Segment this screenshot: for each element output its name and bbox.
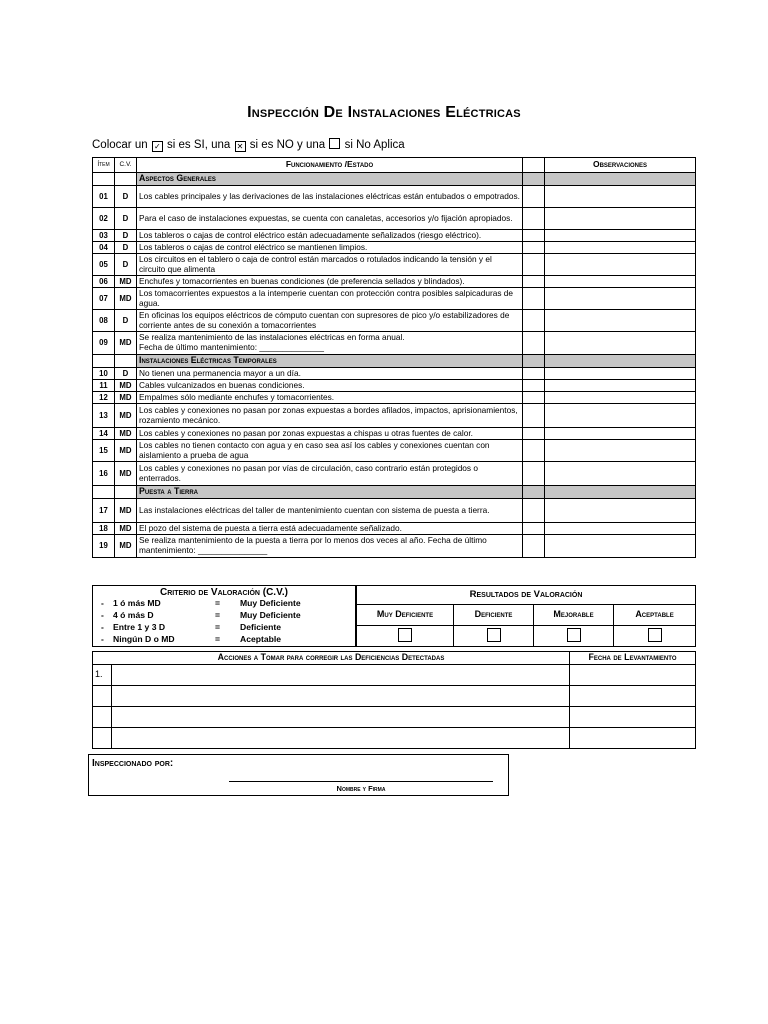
item-check-cell[interactable]: [523, 523, 545, 535]
criterio-value: Aceptable: [240, 634, 282, 644]
item-check-cell[interactable]: [523, 276, 545, 288]
section-title: Puesta a Tierra: [137, 486, 523, 499]
item-description: Cables vulcanizados en buenas condiciones.: [137, 380, 523, 392]
table-row: [93, 440, 696, 462]
item-check-cell[interactable]: [523, 428, 545, 440]
item-description: No tienen una permanencia mayor a un día.: [137, 368, 523, 380]
fecha-row-field[interactable]: [570, 665, 696, 686]
inspeccionado-box: [88, 754, 509, 796]
item-number: 16: [93, 462, 115, 486]
table-row: [93, 462, 696, 486]
item-check-cell[interactable]: [523, 310, 545, 332]
item-description: Los cables no tienen contacto con agua y en caso sea así los cables y conexiones cuentan con aislamiento a prueba de agua: [137, 440, 523, 462]
section-title-fill: [523, 486, 545, 499]
criterio-value: Muy Deficiente: [240, 610, 301, 620]
table-row: [93, 288, 696, 310]
item-description: Los cables y conexiones no pasan por vías de circulación, caso contrario están protegidos o enterrados.: [137, 462, 523, 486]
instructions-part2: si es SI, una: [167, 139, 231, 151]
section-row: [93, 173, 696, 186]
item-check-cell[interactable]: [523, 208, 545, 230]
item-observaciones-cell[interactable]: [545, 499, 696, 523]
item-number: 10: [93, 368, 115, 380]
criterio-row: [93, 622, 355, 634]
item-cv: D: [115, 254, 137, 276]
item-cv: MD: [115, 276, 137, 288]
fecha-row-field[interactable]: [570, 707, 696, 728]
section-title-fill: [545, 486, 696, 499]
resultados-valoracion: [356, 585, 696, 647]
item-observaciones-cell[interactable]: [545, 392, 696, 404]
resultado-deficiente-label: Deficiente: [454, 605, 534, 626]
item-observaciones-cell[interactable]: [545, 462, 696, 486]
item-description: Los tableros o cajas de control eléctrico están adecuadamente señalizados (riesgo eléctrico).: [137, 230, 523, 242]
acciones-row: [93, 728, 696, 749]
fecha-row-field[interactable]: [570, 728, 696, 749]
table-row: [93, 254, 696, 276]
item-description: Los circuitos en el tablero o caja de control están marcados o rotulados indicando la tensión y el circuito que alimenta: [137, 254, 523, 276]
item-check-cell[interactable]: [523, 392, 545, 404]
instructions-part1: Colocar un: [92, 139, 148, 151]
instructions-part4: si No Aplica: [344, 139, 405, 151]
item-check-cell[interactable]: [523, 242, 545, 254]
acciones-row-field[interactable]: [112, 707, 570, 728]
mejorable-checkbox[interactable]: [567, 628, 581, 642]
table-row: [93, 404, 696, 428]
item-cv: MD: [115, 380, 137, 392]
header-cv: C.V.: [115, 158, 137, 173]
item-observaciones-cell[interactable]: [545, 380, 696, 392]
item-cv: D: [115, 368, 137, 380]
table-row: [93, 380, 696, 392]
table-row: [93, 276, 696, 288]
table-row: [93, 332, 696, 355]
item-observaciones-cell[interactable]: [545, 332, 696, 355]
criterio-valoracion: [92, 585, 356, 647]
acciones-table: [92, 651, 696, 749]
nombre-firma-label: Nombre y Firma: [336, 784, 386, 793]
acciones-row: [93, 707, 696, 728]
item-description: Para el caso de instalaciones expuestas, se cuenta con canaletas, accesorios y/o fijación apropiados.: [137, 208, 523, 230]
acciones-row-number: [93, 728, 112, 749]
criterio-equals: =: [215, 610, 221, 620]
deficiente-checkbox[interactable]: [487, 628, 501, 642]
item-cv: MD: [115, 499, 137, 523]
item-description: Los cables principales y las derivaciones de las instalaciones eléctricas están entubados o empotrados.: [137, 186, 523, 208]
item-description: Se realiza mantenimiento de las instalaciones eléctricas en forma anual. Fecha de último mantenimiento: ______________: [137, 332, 523, 355]
acciones-row-number: [93, 707, 112, 728]
item-cv: D: [115, 230, 137, 242]
resultado-mejorable-cell: [534, 626, 614, 647]
fecha-levantamiento-header: Fecha de Levantamiento: [570, 652, 696, 665]
item-description: Enchufes y tomacorrientes en buenas condiciones (de preferencia sellados y blindados).: [137, 276, 523, 288]
item-cv: D: [115, 208, 137, 230]
item-observaciones-cell[interactable]: [545, 288, 696, 310]
check-no-icon: ✕: [235, 141, 246, 152]
acciones-row-number: 1.: [93, 665, 112, 686]
section-blank: [115, 355, 137, 368]
item-cv: MD: [115, 535, 137, 558]
page-title: Inspección De Instalaciones Eléctricas: [247, 104, 521, 121]
table-row: [93, 230, 696, 242]
criterio-dash: -: [101, 598, 104, 608]
criterio-row: [93, 634, 355, 646]
item-description: Los cables y conexiones no pasan por zonas expuestas a bordes afilados, impactos, aprisionamientos, rozamiento mecánico.: [137, 404, 523, 428]
table-row: [93, 535, 696, 558]
section-title-fill: [523, 355, 545, 368]
item-cv: MD: [115, 404, 137, 428]
section-blank: [93, 486, 115, 499]
criterio-row: [93, 610, 355, 622]
table-row: [93, 392, 696, 404]
acciones-row: [93, 665, 696, 686]
resultado-aceptable-label: Aceptable: [614, 605, 696, 626]
section-title-fill: [545, 173, 696, 186]
resultado-muy-deficiente-cell: [357, 626, 454, 647]
item-cv: MD: [115, 440, 137, 462]
criterio-title: Criterio de Valoración (C.V.): [160, 587, 288, 598]
item-number: 17: [93, 499, 115, 523]
item-check-cell[interactable]: [523, 404, 545, 428]
item-number: 19: [93, 535, 115, 558]
check-na-icon: [329, 138, 340, 149]
item-check-cell[interactable]: [523, 230, 545, 242]
item-check-cell[interactable]: [523, 462, 545, 486]
criterio-value: Muy Deficiente: [240, 598, 301, 608]
item-number: 12: [93, 392, 115, 404]
acciones-row-field[interactable]: [112, 728, 570, 749]
section-blank: [93, 173, 115, 186]
item-description-extra: Fecha de último mantenimiento: ______________: [139, 342, 324, 352]
item-observaciones-cell[interactable]: [545, 310, 696, 332]
section-title: Aspectos Generales: [137, 173, 523, 186]
table-row: [93, 310, 696, 332]
criterio-condition: 4 ó más D: [113, 610, 154, 620]
table-row: [93, 368, 696, 380]
item-cv: MD: [115, 428, 137, 440]
item-number: 02: [93, 208, 115, 230]
instructions: [92, 138, 405, 152]
item-cv: MD: [115, 523, 137, 535]
resultado-aceptable-cell: [614, 626, 696, 647]
item-number: 13: [93, 404, 115, 428]
criterio-equals: =: [215, 634, 221, 644]
item-observaciones-cell[interactable]: [545, 242, 696, 254]
item-description: Los tableros o cajas de control eléctrico se mantienen limpios.: [137, 242, 523, 254]
section-title: Instalaciones Eléctricas Temporales: [137, 355, 523, 368]
resultado-muy-deficiente-label: Muy Deficiente: [357, 605, 454, 626]
section-row: [93, 355, 696, 368]
fecha-row-field[interactable]: [570, 686, 696, 707]
signature-line[interactable]: [229, 781, 493, 782]
item-number: 11: [93, 380, 115, 392]
criterio-equals: =: [215, 622, 221, 632]
item-cv: D: [115, 242, 137, 254]
resultado-mejorable-label: Mejorable: [534, 605, 614, 626]
resultado-deficiente-cell: [454, 626, 534, 647]
criterio-dash: -: [101, 622, 104, 632]
item-check-cell[interactable]: [523, 380, 545, 392]
item-number: 08: [93, 310, 115, 332]
inspeccionado-label: Inspeccionado por:: [92, 758, 174, 769]
item-check-cell[interactable]: [523, 368, 545, 380]
item-observaciones-cell[interactable]: [545, 254, 696, 276]
item-number: 09: [93, 332, 115, 355]
acciones-row: [93, 686, 696, 707]
item-cv: MD: [115, 392, 137, 404]
item-observaciones-cell[interactable]: [545, 404, 696, 428]
item-description: Los cables y conexiones no pasan por zonas expuestas a chispas u otras fuentes de calor.: [137, 428, 523, 440]
item-number: 07: [93, 288, 115, 310]
item-description: En oficinas los equipos eléctricos de cómputo cuentan con supresores de pico y/o estabilizadores de corriente antes de su conexión a tomacorrientes: [137, 310, 523, 332]
item-description: Los tomacorrientes expuestos a la intemperie cuentan con protección contra posibles salpicaduras de agua.: [137, 288, 523, 310]
instructions-part3: si es NO y una: [249, 139, 326, 151]
criterio-condition: Ningún D o MD: [113, 634, 175, 644]
item-cv: MD: [115, 462, 137, 486]
item-description: El pozo del sistema de puesta a tierra está adecuadamente señalizado.: [137, 523, 523, 535]
item-number: 03: [93, 230, 115, 242]
item-observaciones-cell[interactable]: [545, 368, 696, 380]
item-check-cell[interactable]: [523, 186, 545, 208]
item-check-cell[interactable]: [523, 332, 545, 355]
item-description: Se realiza mantenimiento de la puesta a tierra por lo menos dos veces al año. Fecha de último mantenimiento: _______________: [137, 535, 523, 558]
acciones-row-number: [93, 686, 112, 707]
header-funcionamiento: Funcionamiento /Estado: [137, 158, 523, 173]
section-blank: [115, 486, 137, 499]
inspection-table: [92, 157, 696, 558]
section-blank: [93, 355, 115, 368]
item-observaciones-cell[interactable]: [545, 276, 696, 288]
table-row: [93, 523, 696, 535]
item-check-cell[interactable]: [523, 288, 545, 310]
acciones-row-field[interactable]: [112, 665, 570, 686]
section-title-fill: [545, 355, 696, 368]
table-row: [93, 186, 696, 208]
criterio-dash: -: [101, 634, 104, 644]
item-number: 05: [93, 254, 115, 276]
header-check: [523, 158, 545, 173]
header-observaciones: Observaciones: [545, 158, 696, 173]
section-row: [93, 486, 696, 499]
criterio-condition: Entre 1 y 3 D: [113, 622, 166, 632]
item-observaciones-cell[interactable]: [545, 440, 696, 462]
table-row: [93, 499, 696, 523]
item-observaciones-cell[interactable]: [545, 208, 696, 230]
item-observaciones-cell[interactable]: [545, 428, 696, 440]
check-yes-icon: ✓: [152, 141, 163, 152]
item-description: Las instalaciones eléctricas del taller de mantenimiento cuentan con sistema de puesta a tierra.: [137, 499, 523, 523]
resultados-title: Resultados de Valoración: [357, 586, 696, 605]
item-number: 14: [93, 428, 115, 440]
section-blank: [115, 173, 137, 186]
item-number: 06: [93, 276, 115, 288]
criterio-equals: =: [215, 598, 221, 608]
item-check-cell[interactable]: [523, 440, 545, 462]
item-observaciones-cell[interactable]: [545, 230, 696, 242]
criterio-value: Deficiente: [240, 622, 282, 632]
item-cv: MD: [115, 288, 137, 310]
item-observaciones-cell[interactable]: [545, 523, 696, 535]
item-observaciones-cell[interactable]: [545, 535, 696, 558]
table-row: [93, 428, 696, 440]
item-number: 04: [93, 242, 115, 254]
section-title-fill: [523, 173, 545, 186]
aceptable-checkbox[interactable]: [648, 628, 662, 642]
table-row: [93, 208, 696, 230]
muy-deficiente-checkbox[interactable]: [398, 628, 412, 642]
item-description: Empalmes sólo mediante enchufes y tomacorrientes.: [137, 392, 523, 404]
criterio-condition: 1 ó más MD: [113, 598, 161, 608]
item-observaciones-cell[interactable]: [545, 186, 696, 208]
criterio-row: [93, 598, 355, 610]
criterio-dash: -: [101, 610, 104, 620]
item-number: 01: [93, 186, 115, 208]
header-item: Ítem: [93, 158, 115, 173]
acciones-header: Acciones a Tomar para corregir las Deficiencias Detectadas: [93, 652, 570, 665]
acciones-row-field[interactable]: [112, 686, 570, 707]
item-cv: MD: [115, 332, 137, 355]
item-number: 18: [93, 523, 115, 535]
item-number: 15: [93, 440, 115, 462]
item-cv: D: [115, 186, 137, 208]
item-check-cell[interactable]: [523, 254, 545, 276]
item-cv: D: [115, 310, 137, 332]
item-check-cell[interactable]: [523, 535, 545, 558]
table-row: [93, 242, 696, 254]
item-check-cell[interactable]: [523, 499, 545, 523]
